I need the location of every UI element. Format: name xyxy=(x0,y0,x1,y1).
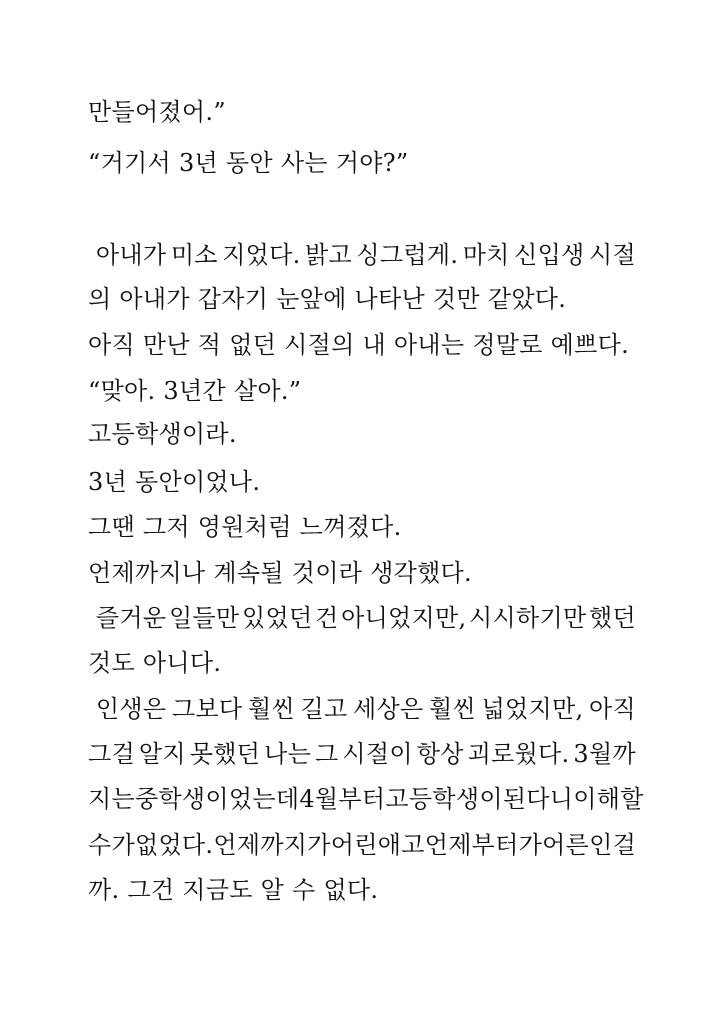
text-word: 지었다. xyxy=(222,241,301,269)
text-line-1: 만들어졌어.” xyxy=(88,98,226,126)
text-word: 마치 xyxy=(462,241,510,269)
text-word: 아내가 xyxy=(88,241,167,269)
text-word: 신입생 xyxy=(514,241,585,269)
text-word: 밝고 xyxy=(305,241,352,269)
text-word: 세상은 xyxy=(353,695,424,723)
text-word: 훨씬 xyxy=(429,695,477,723)
text-line-9: 3년 동안이었나. xyxy=(88,468,261,496)
text-line-5: 의 아내가 갑자기 눈앞에 나타난 것만 같았다. xyxy=(88,285,567,313)
text-word: 있었던 xyxy=(242,604,313,632)
text-word: 괴로웠다. xyxy=(467,740,570,768)
text-line-4 xyxy=(88,240,636,270)
text-word: 된다니 xyxy=(502,785,574,813)
text-word: 훨씬 xyxy=(247,695,295,723)
text-word: 했던 xyxy=(589,604,636,632)
text-word: 없었다. xyxy=(134,831,214,859)
text-word: 고등학생이 xyxy=(385,785,503,813)
text-line-16 xyxy=(88,784,644,814)
text-word: 인생은 xyxy=(88,695,167,723)
text-word: 아직 xyxy=(589,695,636,723)
text-word: 걸 xyxy=(612,831,637,859)
text-word: 시절 xyxy=(588,241,636,269)
text-line-17 xyxy=(88,830,636,860)
text-word: 지는 xyxy=(88,785,135,813)
text-line-2: “거기서 3년 동안 사는 거야?” xyxy=(88,149,409,177)
text-word: 그 xyxy=(314,740,339,768)
text-word: 아니었지만, xyxy=(341,604,467,632)
text-word: 일들만 xyxy=(168,604,240,632)
text-word: 중학생이었는데 xyxy=(134,785,300,813)
text-word: 시시하기만 xyxy=(469,604,587,632)
text-word: 그걸 xyxy=(88,740,135,768)
text-word: 즐거운 xyxy=(88,604,167,632)
text-line-14 xyxy=(88,694,636,724)
text-word: 4월부터 xyxy=(299,785,386,813)
text-line-6: 아직 만난 적 없던 시절의 내 아내는 정말로 예쁘다. xyxy=(88,331,630,359)
text-word: 3월까 xyxy=(573,740,636,768)
text-word: 어른인 xyxy=(542,831,613,859)
text-line-7: “맞아. 3년간 살아.” xyxy=(88,377,302,405)
text-word: 항상 xyxy=(416,740,464,768)
text-word: 건 xyxy=(315,604,339,632)
text-word: 미소 xyxy=(170,241,218,269)
text-line-13: 것도 아니다. xyxy=(88,649,222,677)
text-line-10: 그땐 그저 영원처럼 느껴졌다. xyxy=(88,513,402,541)
text-line-18: 까. 그건 지금도 알 수 없다. xyxy=(88,876,379,904)
text-line-8: 고등학생이라. xyxy=(88,420,237,448)
text-line-11: 언제까지나 계속될 것이라 생각했다. xyxy=(88,559,472,587)
text-word: 이해할 xyxy=(573,785,644,813)
text-word: 못했던 xyxy=(189,740,261,768)
text-word: 길고 xyxy=(300,695,348,723)
text-word: 어린애고 xyxy=(330,831,425,859)
text-word: 나는 xyxy=(264,740,312,768)
text-word: 수가 xyxy=(88,831,135,859)
text-line-12 xyxy=(88,603,636,633)
text-word: 시절이 xyxy=(342,740,413,768)
text-word: 알지 xyxy=(138,740,186,768)
text-line-15 xyxy=(88,739,636,769)
text-word: 넓었지만, xyxy=(481,695,584,723)
text-word: 싱그럽게. xyxy=(356,241,459,269)
text-word: 언제까지가 xyxy=(213,831,331,859)
text-word: 그보다 xyxy=(171,695,243,723)
text-word: 언제부터가 xyxy=(424,831,543,859)
